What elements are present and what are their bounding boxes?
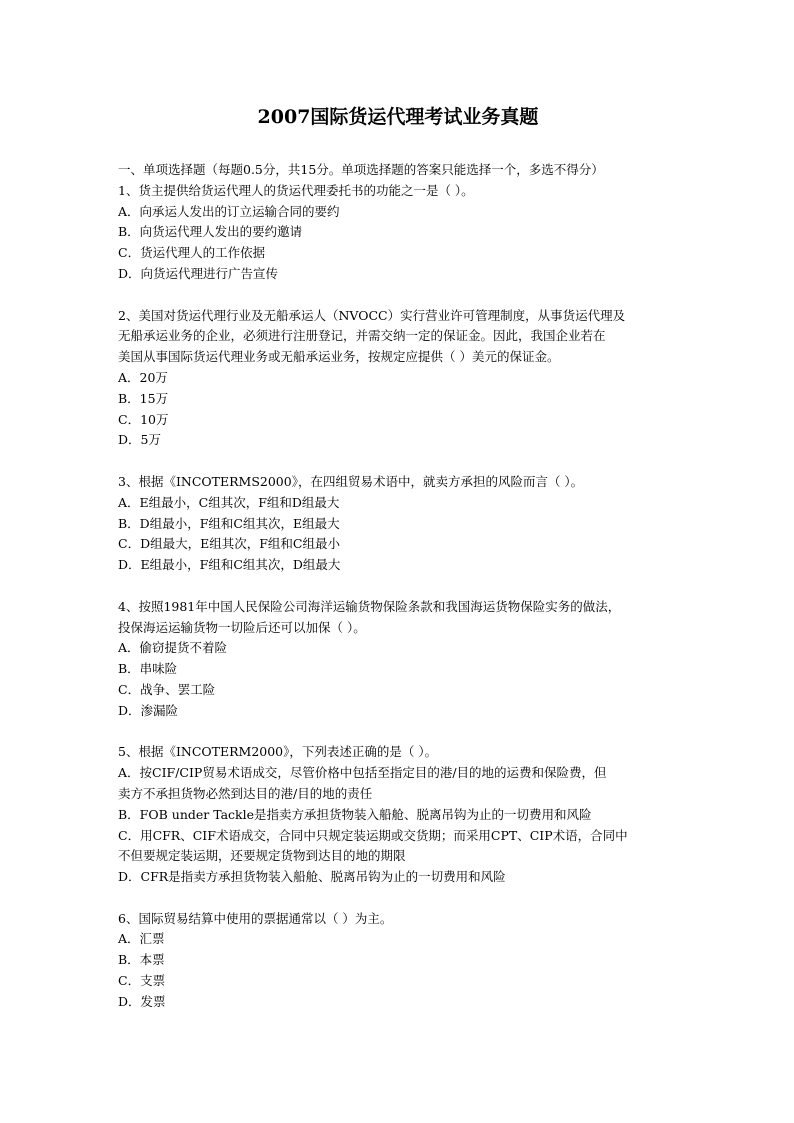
question-5: [118, 742, 678, 888]
question-stem: 5、根据《INCOTERM2000》，下列表述正确的是（ ）。: [118, 744, 438, 760]
question-4: [118, 597, 678, 722]
question-stem: 1、货主提供给货运代理人的货运代理委托书的功能之一是（ ）。: [118, 182, 474, 198]
question-6: [118, 909, 678, 1013]
option-a: A．E组最小，C组其次，F组和D组最大: [118, 494, 340, 510]
option-b: B．15万: [118, 390, 169, 406]
option-d: D．向货运代理进行广告宣传: [118, 265, 279, 281]
option-d: D．CFR是指卖方承担货物装入船舱、脱离吊钩为止的一切费用和风险: [118, 869, 506, 885]
question-stem-line: 美国从事国际货运代理业务或无船承运业务，按规定应提供（ ）美元的保证金。: [118, 349, 560, 365]
option-b: B．FOB under Tackle是指卖方承担货物装入船舱、脱离吊钩为止的一切费用和风险: [118, 806, 592, 822]
question-stem: 3、根据《INCOTERMS2000》，在四组贸易术语中，就卖方承担的风险而言（ ）。: [118, 473, 584, 489]
question-1: [118, 181, 678, 285]
question-stem-line: 投保海运运输货物一切险后还可以加保（ ）。: [118, 619, 366, 635]
option-a-continued: 卖方不承担货物必然到达目的港/目的地的责任: [118, 785, 373, 801]
option-d: D．渗漏险: [118, 702, 179, 718]
document-content: [118, 160, 678, 1033]
section-heading: 一、单项选择题（每题0.5分，共15分。单项选择题的答案只能选择一个，多选不得分）: [118, 162, 604, 177]
question-2: [118, 306, 678, 452]
option-a: A．20万: [118, 369, 168, 385]
option-a: A．按CIF/CIP贸易术语成交，尽管价格中包括至指定目的港/目的地的运费和保险费，但: [118, 765, 607, 781]
option-b: B．向货运代理人发出的要约邀请: [118, 224, 303, 240]
option-b: B．串味险: [118, 661, 178, 677]
option-a: A．汇票: [118, 931, 165, 947]
option-d: D．E组最小，F组和C组其次，D组最大: [118, 557, 341, 573]
option-c-continued: 不但要规定装运期，还要规定货物到达目的地的期限: [118, 848, 406, 864]
question-stem: 6、国际贸易结算中使用的票据通常以（ ）为主。: [118, 910, 393, 926]
option-c: C．战争、罢工险: [118, 681, 216, 697]
option-c: C．货运代理人的工作依据: [118, 245, 266, 261]
question-stem-line: 4、按照1981年中国人民保险公司海洋运输货物保险条款和我国海运货物保险实务的做法，: [118, 598, 621, 614]
option-a: A．偷窃提货不着险: [118, 640, 228, 656]
question-stem-line: 无船承运业务的企业，必须进行注册登记，并需交纳一定的保证金。因此，我国企业若在: [118, 328, 606, 344]
option-a: A．向承运人发出的订立运输合同的要约: [118, 203, 340, 219]
option-c: C．支票: [118, 973, 166, 989]
option-c: C．D组最大，E组其次，F组和C组最小: [118, 536, 340, 552]
question-stem-line: 2、美国对货运代理行业及无船承运人（NVOCC）实行营业许可管理制度，从事货运代理及: [118, 307, 626, 323]
option-c: C．用CFR、CIF术语成交，合同中只规定装运期或交货期；而采用CPT、CIP术语，合同中: [118, 827, 628, 843]
option-b: B．D组最小，F组和C组其次，E组最大: [118, 515, 340, 531]
option-d: D．发票: [118, 993, 166, 1009]
document-title: 2007国际货运代理考试业务真题: [257, 106, 539, 128]
option-b: B．本票: [118, 952, 165, 968]
option-d: D．5万: [118, 432, 161, 448]
option-c: C．10万: [118, 411, 169, 427]
question-3: [118, 472, 678, 576]
